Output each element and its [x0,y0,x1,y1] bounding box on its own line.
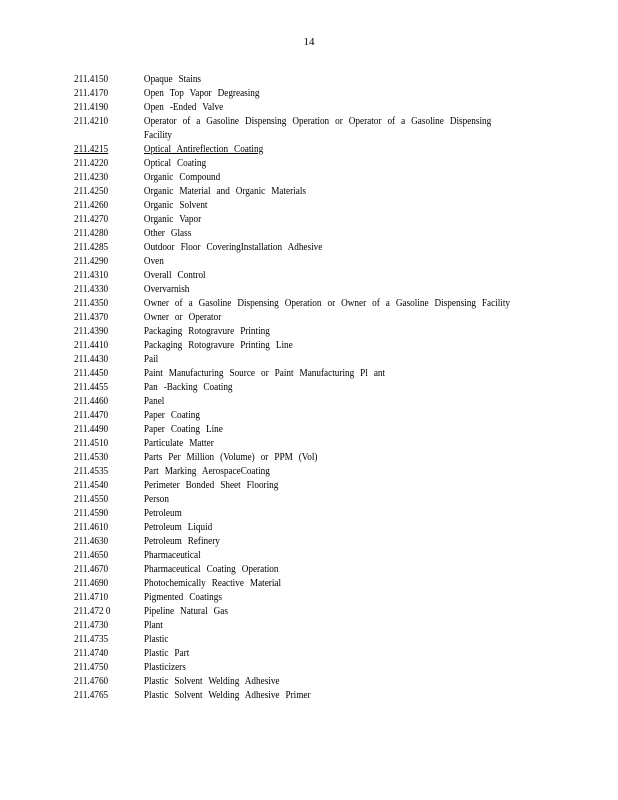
defined-term-text: Panel [143,396,165,407]
defined-term [144,633,516,647]
defined-term-text: Oven [143,256,164,267]
definition-row [74,395,516,409]
definition-row [74,409,516,423]
definition-row [74,661,516,675]
defined-term [144,591,516,605]
defined-term [144,283,516,297]
defined-term [144,241,516,255]
definition-row [74,241,516,255]
defined-term [144,171,516,185]
defined-term [144,367,516,381]
definition-row [74,157,516,171]
defined-term [144,535,516,549]
section-number: 211.4220 [74,158,109,169]
defined-term-text: Organic Vapor [143,214,202,225]
section-number: 211.4210 [74,116,109,127]
defined-term [144,437,516,451]
defined-term [144,311,516,325]
definition-row [74,143,516,157]
defined-term [144,381,516,395]
defined-term [144,395,516,409]
section-number: 211.4590 [74,508,109,519]
definition-row [74,493,516,507]
definition-row [74,465,516,479]
definition-row [74,199,516,213]
defined-term-text: Petroleum [143,508,182,519]
section-number: 211.4735 [74,634,109,645]
defined-term-text: Open Top Vapor Degreasing [143,88,260,99]
section-number: 211.4150 [74,74,109,85]
definition-row [74,507,516,521]
defined-term [144,325,516,339]
defined-term-text: Perimeter Bonded Sheet Flooring [143,480,279,491]
definition-row [74,633,516,647]
section-number: 211.4170 [74,88,109,99]
section-number: 211.4540 [74,480,109,491]
section-number: 211.4765 [74,690,109,701]
defined-term [144,101,516,115]
defined-term [144,549,516,563]
section-number: 211.4470 [74,410,109,421]
defined-term-text: Organic Compound [143,172,221,183]
defined-term [144,185,516,199]
defined-term-text: Pigmented Coatings [143,592,222,603]
defined-term-text: Optical Coating [143,158,207,169]
definitions-list [74,73,516,703]
definition-row [74,283,516,297]
defined-term-text: Packaging Rotogravure Printing Line [143,340,293,351]
defined-term-text: Paint Manufacturing Source or Paint Manufacturing Pl ant [143,368,386,379]
defined-term [144,339,516,353]
defined-term-text: Petroleum Refinery [143,536,220,547]
definition-row [74,619,516,633]
defined-term-text: Paper Coating [143,410,200,421]
defined-term-text: Pan -Backing Coating [143,382,233,393]
defined-term [144,675,516,689]
defined-term [144,577,516,591]
defined-term-text: Person [143,494,169,505]
section-number: 211.4650 [74,550,109,561]
definition-row [74,185,516,199]
defined-term [144,619,516,633]
defined-term [144,423,516,437]
definition-row [74,73,516,87]
defined-term [144,409,516,423]
section-number: 211.4290 [74,256,109,267]
definition-row [74,353,516,367]
defined-term [144,465,516,479]
section-number: 211.4310 [74,270,109,281]
definition-row [74,115,516,143]
section-number: 211.4430 [74,354,109,365]
definition-row [74,437,516,451]
defined-term-text: Pharmaceutical [143,550,201,561]
section-number: 211.4280 [74,228,109,239]
defined-term-text: Other Glass [143,228,192,239]
defined-term-text: Overall Control [143,270,206,281]
section-number: 211.4270 [74,214,109,225]
section-number: 211.4215 [74,144,109,155]
definition-row [74,381,516,395]
section-number: 211.4690 [74,578,109,589]
defined-term [144,647,516,661]
section-number: 211.4760 [74,676,109,687]
definition-row [74,479,516,493]
defined-term [144,143,516,157]
section-number: 211.4330 [74,284,109,295]
section-number: 211.4490 [74,424,109,435]
defined-term [144,479,516,493]
section-number: 211.4370 [74,312,109,323]
section-number: 211.4750 [74,662,109,673]
section-number: 211.4260 [74,200,109,211]
definition-row [74,521,516,535]
defined-term [144,689,516,703]
defined-term-text: Plastic Solvent Welding Adhesive [143,676,280,687]
defined-term-text: Plastic Solvent Welding Adhesive Primer [143,690,311,701]
definition-row [74,451,516,465]
defined-term-text: Paper Coating Line [143,424,223,435]
page-number: 14 [303,36,315,48]
section-number: 211.4535 [74,466,109,477]
defined-term [144,115,516,143]
definition-row [74,269,516,283]
defined-term-text: Part Marking AerospaceCoating [143,466,270,477]
section-number: 211.4390 [74,326,109,337]
defined-term-text: Petroleum Liquid [143,522,213,533]
definition-row [74,367,516,381]
defined-term [144,451,516,465]
defined-term-text: Particulate Matter [143,438,214,449]
section-number: 211.4230 [74,172,109,183]
section-number: 211.4710 [74,592,109,603]
defined-term [144,563,516,577]
defined-term-text: Open -Ended Valve [143,102,224,113]
defined-term [144,353,516,367]
definition-row [74,535,516,549]
defined-term [144,507,516,521]
defined-term-text: Plant [143,620,163,631]
definition-row [74,255,516,269]
definition-row [74,297,516,311]
section-number: 211.4610 [74,522,109,533]
section-number: 211.4285 [74,242,109,253]
definition-row [74,647,516,661]
defined-term-text: Opaque Stains [143,74,202,85]
defined-term-text: Owner or Operator [143,312,222,323]
defined-term [144,213,516,227]
defined-term [144,199,516,213]
defined-term-text: Organic Solvent [143,200,208,211]
definition-row [74,227,516,241]
section-number: 211.4730 [74,620,109,631]
defined-term [144,493,516,507]
defined-term [144,227,516,241]
definition-row [74,549,516,563]
defined-term [144,297,516,311]
defined-term-text: Outdoor Floor CoveringInstallation Adhesive [143,242,323,253]
section-number: 211.472 0 [74,606,111,617]
defined-term [144,255,516,269]
defined-term [144,269,516,283]
section-number: 211.4740 [74,648,109,659]
section-number: 211.4250 [74,186,109,197]
defined-term-text: Packaging Rotogravure Printing [143,326,270,337]
defined-term-text: Plasticizers [143,662,186,673]
defined-term-text: Photochemically Reactive Material [143,578,282,589]
definition-row [74,591,516,605]
defined-term-text: Overvarnish [143,284,190,295]
defined-term-text: Plastic [143,634,169,645]
definition-row [74,577,516,591]
section-number: 211.4460 [74,396,109,407]
defined-term-text: Parts Per Million (Volume) or PPM (Vol) [143,452,318,463]
defined-term-text: Owner of a Gasoline Dispensing Operation or Owner of a Gasoline Dispensing Facility [143,298,511,309]
defined-term [144,87,516,101]
definition-row [74,563,516,577]
definition-row [74,325,516,339]
section-number: 211.4670 [74,564,109,575]
section-number: 211.4455 [74,382,109,393]
definition-row [74,423,516,437]
defined-term [144,661,516,675]
definition-row [74,213,516,227]
defined-term-text: Organic Material and Organic Materials [143,186,306,197]
section-number: 211.4530 [74,452,109,463]
section-number: 211.4510 [74,438,109,449]
defined-term [144,73,516,87]
definition-row [74,171,516,185]
definition-row [74,101,516,115]
defined-term [144,605,516,619]
section-number: 211.4550 [74,494,109,505]
definition-row [74,675,516,689]
definition-row [74,605,516,619]
defined-term-text: Optical Antireflection Coating [143,144,264,155]
section-number: 211.4190 [74,102,109,113]
section-number: 211.4450 [74,368,109,379]
definition-row [74,87,516,101]
section-number: 211.4350 [74,298,109,309]
section-number: 211.4630 [74,536,109,547]
defined-term-text: Pharmaceutical Coating Operation [143,564,279,575]
defined-term-text: Pipeline Natural Gas [143,606,228,617]
defined-term-text: Plastic Part [143,648,190,659]
definition-row [74,311,516,325]
definition-row [74,339,516,353]
defined-term-text: Operator of a Gasoline Dispensing Operation or Operator of a Gasoline Dispensing Facility [143,116,492,141]
defined-term [144,521,516,535]
section-number: 211.4410 [74,340,109,351]
definition-row [74,689,516,703]
defined-term [144,157,516,171]
defined-term-text: Pail [143,354,159,365]
